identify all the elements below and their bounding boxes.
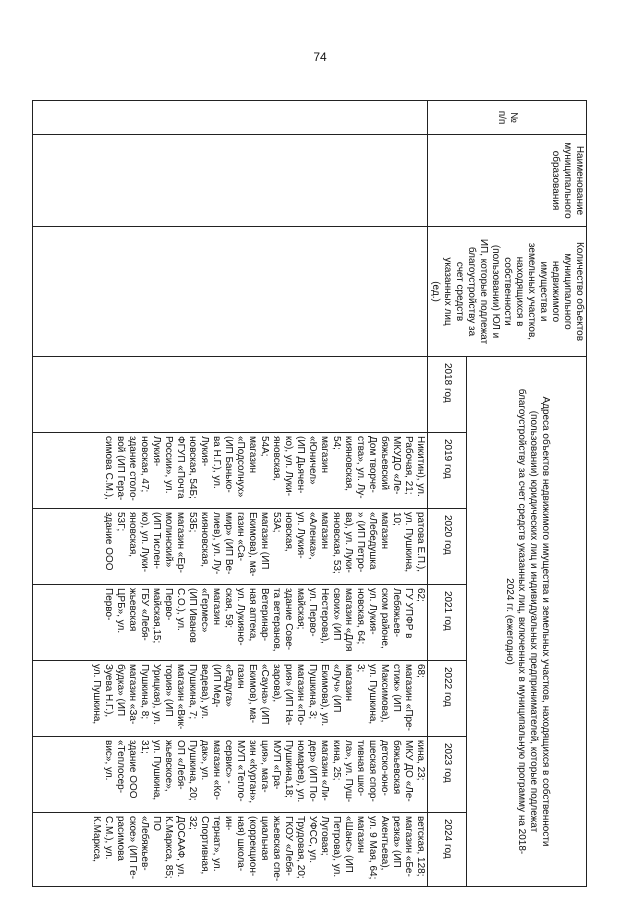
year-2023: 2023 год bbox=[428, 737, 467, 813]
header-num: № п/п bbox=[428, 101, 587, 135]
cell-2020: ратова Е.П.), ул. Пушкина, 10; магазин «Лебедушка » (ИП Петро- ва), ул. Луки- яновская, 53; магазин «Аленка», ул. Лукия- новская, 53А; магазин (ИП Екимова), ма- газин «Са- мир» (ИП Ве- лиев), ул. Лу- кияновская, 53Б; магазин «Ер- молинский» (ИП Тислен- ко), ул. Луки- яновская, 53Г; здание ООО bbox=[33, 509, 428, 585]
cell-2024: ветская, 128; магазин «Бе- резка» (ИП Акентьева), ул. 9 Мая, 64; магазин «Шанс» (ИП Петрова), ул. Луговая; УФСС, ул. Трудовая, 20; ГКОУ «Лебя- жьевская спе- циальная (коррекцион- ная) школа-ин- тернат», ул. Спортивная, 32; ДОСААФ, ул. К.Маркса, 85; ПО «Лебяжьев- ское» (ИП Ге- расимова С.М.), ул. К.Маркса, bbox=[33, 813, 428, 887]
year-2024: 2024 год bbox=[428, 813, 467, 887]
cell-2022: 68; магазин «Пре- стиж» (ИП Максимова), ул. Пушкина, 3; магазин «Луч» (ИП Екимова), ул. Пушкина, 3; магазин «По- рия» (ИП На- зарова), «Сауна» (ИП Екимов), ма- газин «Радуга» (ИП Мед- ведева), ул. Пушкина, 7; магазин «Вик- тория» (ИП Урицкая), ул. Пушкина, 8; магазин «За- будка» (ИП Зуева Н.Г.), ул. Пушкина, bbox=[33, 661, 428, 737]
address-table bbox=[32, 100, 587, 887]
year-2022: 2022 год bbox=[428, 661, 467, 737]
header-count: Количество объектов муниципального недвижимого имущества и земельных участков, находящихся в собственности (пользовании) ЮЛ и ИП, которые подлежат благоустройству за счет средств указанных лиц (ед.) bbox=[428, 227, 587, 357]
year-2020: 2020 год bbox=[428, 509, 467, 585]
cell-name bbox=[33, 135, 428, 227]
cell-2018 bbox=[33, 357, 428, 433]
header-addresses: Адреса объектов недвижимого имущества и земельных участков, находящихся в собственности (пользовании) юридических лиц и индивидуальных предпринимателей, которые подлежат благоустройству за счет средств указанных лиц, включенных в муниципальную программу на 2018- 2024 гг. (ежегодно) bbox=[467, 357, 587, 887]
header-name: Наименование муниципального образования bbox=[428, 135, 587, 227]
rotated-table-wrapper bbox=[91, 100, 587, 886]
cell-2021: 62; ГУ УПФР в Лебяжьев- ском районе, ул. Лукия- новская, 64; магазин «Для своих» (ИП Нестерова), ул. Перво- майская; здание Сове- та ветеранов, Ветеринар- ная аптека, ул. Лукияно- ская, 59; магазин «Гермес» (ИП Иванов С.О.), ул. Перво- майская,15; ГБУ «Лебя- жьевская ЦРБ», ул. Перво- bbox=[33, 585, 428, 661]
cell-num bbox=[33, 101, 428, 135]
year-2019: 2019 год bbox=[428, 433, 467, 509]
cell-2019: Никитин), ул. Рабочая, 21; МКУДО «Ле- бяжьевский Дом творче- ства», ул. Лу- кияновская, 54; магазин «Юничел» (ИП Дьячен- ко), ул. Луки- яновская, 54А; магазин «Подсолнух» (ИП Банько- ва Н.Г.), ул. Лукия- новская, 54Б; ФГУП «Почта России», ул. Лукия- новская, 47; здание столо- вой (ИП Гера- симова С.М.), bbox=[33, 433, 428, 509]
page-number: 74 bbox=[313, 50, 327, 64]
year-2018: 2018 год bbox=[428, 357, 467, 433]
cell-2023: кина, 23; МКУ ДО «Ле- бяжьевская детско-юно- шеская спор- тивная шко- ла», ул. Пуш- кина, 25; магазин «Ли- дер» (ИП По- номарев), ул. Пушкина,18; МУП «Гра- ция», мага- зин «Курган», МУП «Тепло- сервис» - магазин «Ко- дак», ул. Пушкина, 20; ОП «Лебя- жьевское», ул. Пушкина, 31; здание ООО «Теплосер- вис», ул. bbox=[33, 737, 428, 813]
year-2021: 2021 год bbox=[428, 585, 467, 661]
table-row bbox=[33, 101, 428, 887]
cell-count bbox=[33, 227, 428, 357]
